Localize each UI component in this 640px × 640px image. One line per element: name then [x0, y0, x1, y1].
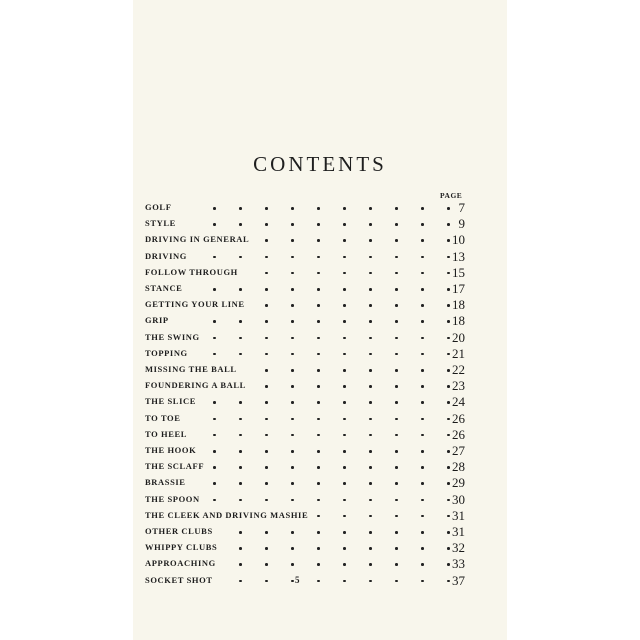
- leader-dot: [369, 337, 372, 340]
- toc-entry-page-number: 18: [452, 313, 465, 329]
- leader-dot: [343, 288, 346, 291]
- leader-dot: [421, 239, 424, 242]
- toc-entry-page-number: 13: [452, 248, 465, 264]
- leader-dot: [291, 320, 294, 323]
- leader-dot: [265, 272, 268, 275]
- leader-dot: [239, 580, 242, 583]
- book-page: [133, 0, 507, 640]
- leader-dot: [447, 401, 450, 404]
- leader-dot: [447, 369, 450, 372]
- toc-entry-title: DRIVING: [145, 250, 187, 261]
- leader-dot: [369, 434, 372, 437]
- leader-dot: [421, 563, 424, 566]
- leader-dot: [343, 547, 346, 550]
- toc-entry-title: STYLE: [145, 218, 176, 229]
- leader-dot: [317, 434, 320, 437]
- leader-dot: [421, 223, 424, 226]
- leader-dot: [421, 401, 424, 404]
- leader-dot: [343, 401, 346, 404]
- leader-dot: [317, 547, 320, 550]
- leader-dot: [213, 482, 216, 485]
- toc-entry: [145, 443, 465, 459]
- leader-dot: [265, 369, 268, 372]
- leader-dot: [213, 353, 216, 356]
- leader-dot: [291, 369, 294, 372]
- leader-dot: [239, 418, 242, 421]
- leader-dot: [395, 256, 398, 259]
- leader-dot: [265, 580, 268, 583]
- toc-entry: [145, 573, 465, 589]
- leader-dot: [239, 531, 242, 534]
- toc-entry-title: TOPPING: [145, 347, 188, 358]
- leader-dot: [447, 482, 450, 485]
- page-column-label: PAGE: [440, 191, 463, 200]
- leader-dot: [239, 288, 242, 291]
- leader-dot: [343, 304, 346, 307]
- leader-dot: [213, 499, 216, 502]
- toc-entry-title: DRIVING IN GENERAL: [145, 234, 250, 245]
- leader-dot: [213, 320, 216, 323]
- leader-dot: [291, 272, 294, 275]
- leader-dot: [239, 223, 242, 226]
- leader-dot: [447, 385, 450, 388]
- toc-entry-page-number: 29: [452, 475, 465, 491]
- toc-entry-page-number: 37: [452, 572, 465, 588]
- leader-dot: [213, 223, 216, 226]
- leader-dot: [343, 369, 346, 372]
- toc-entry-page-number: 27: [452, 443, 465, 458]
- leader-dot: [239, 401, 242, 404]
- toc-entry-title: THE CLEEK AND DRIVING MASHIE: [145, 509, 309, 520]
- leader-dot: [421, 499, 424, 502]
- leader-dot: [265, 239, 268, 242]
- toc-entry: [145, 232, 465, 248]
- leader-dot: [213, 418, 216, 421]
- leader-dot: [421, 337, 424, 340]
- leader-dot: [369, 369, 372, 372]
- leader-dot: [317, 337, 320, 340]
- toc-entry-page-number: 18: [452, 297, 465, 313]
- toc-entry-title: FOLLOW THROUGH: [145, 266, 238, 277]
- leader-dot: [395, 434, 398, 437]
- leader-dot: [421, 547, 424, 550]
- toc-entry: [145, 556, 465, 572]
- leader-dot: [447, 547, 450, 550]
- leader-dot: [265, 450, 268, 453]
- leader-dot: [291, 434, 294, 437]
- toc-entry-page-number: 28: [452, 459, 465, 475]
- leader-dot: [213, 401, 216, 404]
- leader-dot: [291, 337, 294, 340]
- toc-entry-title: BRASSIE: [145, 477, 186, 488]
- leader-dot: [265, 547, 268, 550]
- toc-entry: [145, 330, 465, 346]
- toc-entry: [145, 297, 465, 313]
- leader-dot: [317, 369, 320, 372]
- leader-dot: [395, 499, 398, 502]
- leader-dot: [369, 304, 372, 307]
- leader-dot: [447, 239, 450, 242]
- toc-entry-page-number: 31: [452, 524, 465, 539]
- toc-entry-title: TO HEEL: [145, 428, 188, 439]
- toc-entry-title: APPROACHING: [145, 558, 216, 569]
- leader-dot: [395, 337, 398, 340]
- leader-dot: [291, 482, 294, 485]
- leader-dot: [421, 531, 424, 534]
- leader-dot: [265, 401, 268, 404]
- leader-dot: [395, 401, 398, 404]
- leader-dot: [343, 515, 346, 518]
- leader-dot: [369, 466, 372, 469]
- leader-dot: [395, 385, 398, 388]
- toc-entry-title: THE HOOK: [145, 445, 197, 455]
- leader-dot: [447, 337, 450, 340]
- leader-dot: [239, 563, 242, 566]
- leader-dot: [421, 272, 424, 275]
- leader-dot: [421, 320, 424, 323]
- leader-dot: [447, 580, 450, 583]
- leader-dot: [395, 369, 398, 372]
- leader-dot: [317, 239, 320, 242]
- leader-dot: [369, 256, 372, 259]
- toc-entry: [145, 427, 465, 443]
- toc-entry: [145, 508, 465, 524]
- leader-dot: [291, 223, 294, 226]
- leader-dot: [343, 499, 346, 502]
- leader-dot: [239, 547, 242, 550]
- leader-dot: [317, 515, 320, 518]
- leader-dot: [265, 207, 268, 210]
- leader-dot: [343, 466, 346, 469]
- leader-dot: [447, 450, 450, 453]
- leader-dot: [343, 580, 346, 583]
- leader-dot: [213, 450, 216, 453]
- leader-dot: [447, 288, 450, 291]
- leader-dot: [239, 207, 242, 210]
- leader-dot: [369, 531, 372, 534]
- leader-dot: [265, 385, 268, 388]
- leader-dot: [317, 207, 320, 210]
- leader-dot: [369, 418, 372, 421]
- leader-dot: [395, 207, 398, 210]
- leader-dot: [317, 353, 320, 356]
- leader-dot: [421, 466, 424, 469]
- leader-dot: [447, 466, 450, 469]
- leader-dot: [291, 418, 294, 421]
- leader-dot: [447, 304, 450, 307]
- leader-dot: [213, 207, 216, 210]
- leader-dot: [395, 515, 398, 518]
- leader-dot: [369, 320, 372, 323]
- toc-entry: [145, 492, 465, 508]
- toc-entry: [145, 524, 465, 540]
- leader-dot: [447, 272, 450, 275]
- toc-entry: [145, 313, 465, 329]
- toc-entry-title: TO TOE: [145, 412, 181, 423]
- leader-dot: [343, 256, 346, 259]
- toc-entry-page-number: 31: [452, 507, 465, 523]
- leader-dot: [447, 320, 450, 323]
- leader-dot: [291, 385, 294, 388]
- leader-dot: [395, 466, 398, 469]
- toc-entry-title: THE SLICE: [145, 396, 196, 407]
- leader-dot: [317, 499, 320, 502]
- leader-dot: [343, 320, 346, 323]
- leader-dot: [239, 256, 242, 259]
- leader-dot: [239, 353, 242, 356]
- leader-dot: [317, 531, 320, 534]
- toc-entry: [145, 362, 465, 378]
- leader-dot: [265, 499, 268, 502]
- leader-dot: [395, 482, 398, 485]
- toc-entry-title: GOLF: [145, 202, 172, 212]
- leader-dot: [395, 272, 398, 275]
- folio-number: 5: [295, 575, 300, 585]
- leader-dot: [317, 256, 320, 259]
- leader-dot: [239, 450, 242, 453]
- leader-dot: [265, 353, 268, 356]
- leader-dot: [265, 531, 268, 534]
- toc-entry-page-number: 21: [452, 345, 465, 361]
- leader-dot: [291, 401, 294, 404]
- leader-dot: [395, 531, 398, 534]
- leader-dot: [369, 580, 372, 583]
- leader-dot: [265, 288, 268, 291]
- leader-dot: [369, 547, 372, 550]
- toc-entry-title: GETTING YOUR LINE: [145, 299, 245, 310]
- leader-dot: [291, 580, 294, 583]
- toc-entry: [145, 216, 465, 232]
- leader-dot: [421, 288, 424, 291]
- toc-entry-page-number: 30: [452, 491, 465, 507]
- leader-dot: [447, 434, 450, 437]
- leader-dot: [421, 580, 424, 583]
- leader-dot: [317, 320, 320, 323]
- leader-dot: [317, 223, 320, 226]
- toc-entry: [145, 249, 465, 265]
- leader-dot: [369, 353, 372, 356]
- leader-dot: [213, 256, 216, 259]
- toc-entry-page-number: 26: [452, 410, 465, 426]
- leader-dot: [291, 353, 294, 356]
- toc-entry-page-number: 10: [452, 232, 465, 248]
- leader-dot: [291, 207, 294, 210]
- leader-dot: [369, 450, 372, 453]
- leader-dot: [317, 272, 320, 275]
- leader-dot: [291, 531, 294, 534]
- toc-entry: [145, 265, 465, 281]
- toc-entry: [145, 346, 465, 362]
- leader-dot: [265, 320, 268, 323]
- leader-dot: [317, 466, 320, 469]
- toc-entry-title: THE SWING: [145, 331, 200, 342]
- leader-dot: [369, 288, 372, 291]
- leader-dot: [369, 482, 372, 485]
- leader-dot: [421, 353, 424, 356]
- leader-dot: [369, 223, 372, 226]
- leader-dot: [291, 239, 294, 242]
- toc-entry-page-number: 24: [452, 394, 465, 410]
- leader-dot: [395, 450, 398, 453]
- leader-dot: [291, 547, 294, 550]
- leader-dot: [395, 418, 398, 421]
- leader-dot: [395, 580, 398, 583]
- leader-dot: [265, 223, 268, 226]
- leader-dot: [291, 288, 294, 291]
- leader-dot: [265, 304, 268, 307]
- leader-dot: [369, 272, 372, 275]
- toc-entry: [145, 540, 465, 556]
- leader-dot: [291, 563, 294, 566]
- leader-dot: [213, 337, 216, 340]
- leader-dot: [343, 337, 346, 340]
- toc-entry-title: GRIP: [145, 315, 169, 326]
- leader-dot: [239, 337, 242, 340]
- toc-entry-title: STANCE: [145, 283, 183, 293]
- leader-dot: [343, 207, 346, 210]
- leader-dot: [343, 482, 346, 485]
- leader-dot: [395, 563, 398, 566]
- leader-dot: [291, 256, 294, 259]
- leader-dot: [291, 466, 294, 469]
- leader-dot: [239, 466, 242, 469]
- toc-entry-title: MISSING THE BALL: [145, 364, 237, 374]
- leader-dot: [213, 434, 216, 437]
- leader-dot: [317, 288, 320, 291]
- toc-entry-title: SOCKET SHOT: [145, 574, 213, 585]
- leader-dot: [265, 418, 268, 421]
- toc-entry-page-number: 22: [452, 362, 465, 377]
- leader-dot: [447, 499, 450, 502]
- leader-dot: [369, 239, 372, 242]
- leader-dot: [421, 385, 424, 388]
- toc-entry-page-number: 20: [452, 329, 465, 345]
- leader-dot: [395, 288, 398, 291]
- leader-dot: [421, 369, 424, 372]
- leader-dot: [213, 288, 216, 291]
- leader-dot: [265, 466, 268, 469]
- leader-dot: [421, 450, 424, 453]
- toc-entry-page-number: 9: [458, 216, 465, 232]
- leader-dot: [239, 482, 242, 485]
- leader-dot: [421, 482, 424, 485]
- leader-dot: [239, 499, 242, 502]
- leader-dot: [343, 223, 346, 226]
- toc-entry: [145, 411, 465, 427]
- leader-dot: [421, 207, 424, 210]
- leader-dot: [343, 353, 346, 356]
- leader-dot: [343, 450, 346, 453]
- toc-entry-page-number: 33: [452, 556, 465, 572]
- leader-dot: [317, 418, 320, 421]
- leader-dot: [421, 515, 424, 518]
- page-title: CONTENTS: [253, 152, 387, 176]
- leader-dot: [395, 239, 398, 242]
- leader-dot: [447, 515, 450, 518]
- leader-dot: [317, 304, 320, 307]
- leader-dot: [421, 256, 424, 259]
- leader-dot: [369, 385, 372, 388]
- leader-dot: [317, 385, 320, 388]
- leader-dot: [343, 418, 346, 421]
- leader-dot: [291, 450, 294, 453]
- toc-entry-title: FOUNDERING A BALL: [145, 380, 246, 391]
- leader-dot: [343, 531, 346, 534]
- leader-dot: [317, 563, 320, 566]
- toc-entry-title: WHIPPY CLUBS: [145, 542, 218, 553]
- leader-dot: [447, 531, 450, 534]
- leader-dot: [265, 434, 268, 437]
- toc-entry-page-number: 17: [452, 281, 465, 296]
- leader-dot: [317, 450, 320, 453]
- leader-dot: [395, 547, 398, 550]
- leader-dot: [239, 320, 242, 323]
- leader-dot: [369, 207, 372, 210]
- leader-dot: [343, 434, 346, 437]
- toc-entry: [145, 459, 465, 475]
- leader-dot: [291, 499, 294, 502]
- leader-dot: [317, 580, 320, 583]
- leader-dot: [317, 482, 320, 485]
- toc-entry: [145, 200, 465, 216]
- leader-dot: [447, 353, 450, 356]
- toc-entry: [145, 394, 465, 410]
- leader-dot: [369, 563, 372, 566]
- toc-entry-page-number: 7: [458, 200, 465, 215]
- leader-dot: [291, 304, 294, 307]
- leader-dot: [343, 239, 346, 242]
- toc-entry-page-number: 23: [452, 378, 465, 394]
- toc-entry-title: OTHER CLUBS: [145, 526, 213, 536]
- toc-entry-page-number: 32: [452, 540, 465, 556]
- leader-dot: [369, 515, 372, 518]
- toc-entry-page-number: 26: [452, 426, 465, 442]
- leader-dot: [447, 256, 450, 259]
- leader-dot: [395, 223, 398, 226]
- leader-dot: [447, 207, 450, 210]
- toc-entry: [145, 281, 465, 297]
- leader-dot: [213, 466, 216, 469]
- toc-entry-page-number: 15: [452, 264, 465, 280]
- leader-dot: [447, 563, 450, 566]
- leader-dot: [343, 385, 346, 388]
- leader-dot: [265, 256, 268, 259]
- leader-dot: [343, 272, 346, 275]
- leader-dot: [265, 337, 268, 340]
- leader-dot: [421, 304, 424, 307]
- toc-entry: [145, 378, 465, 394]
- toc-entry-title: THE SCLAFF: [145, 461, 205, 472]
- leader-dot: [395, 320, 398, 323]
- leader-dot: [369, 401, 372, 404]
- leader-dot: [395, 304, 398, 307]
- leader-dot: [447, 418, 450, 421]
- leader-dot: [343, 563, 346, 566]
- leader-dot: [317, 401, 320, 404]
- leader-dot: [447, 223, 450, 226]
- leader-dot: [265, 563, 268, 566]
- leader-dot: [265, 482, 268, 485]
- leader-dot: [421, 434, 424, 437]
- leader-dot: [239, 434, 242, 437]
- toc-entry-title: THE SPOON: [145, 493, 200, 504]
- toc-entry: [145, 475, 465, 491]
- leader-dot: [395, 353, 398, 356]
- leader-dot: [421, 418, 424, 421]
- leader-dot: [369, 499, 372, 502]
